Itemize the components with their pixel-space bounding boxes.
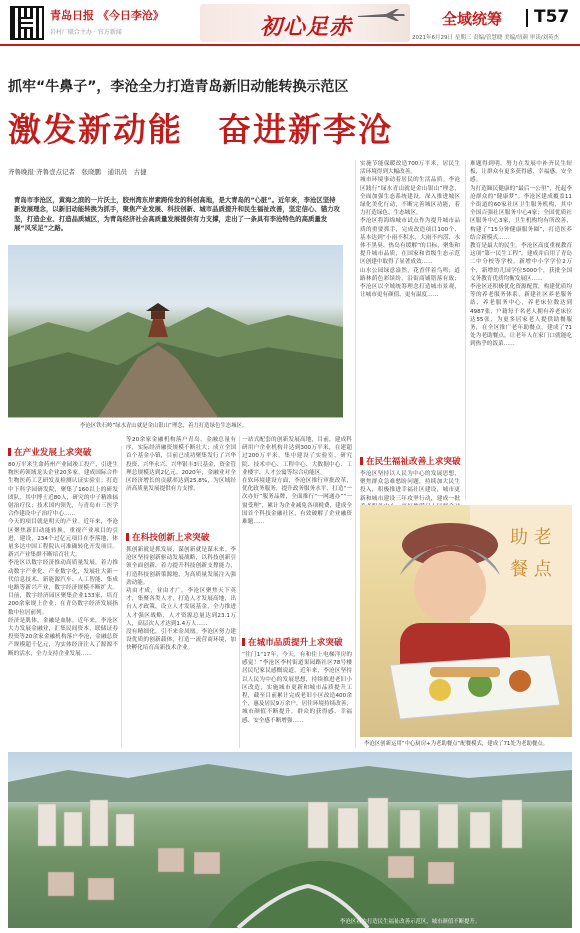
body-column-1 xyxy=(8,461,118,749)
elder-dining-photo xyxy=(360,505,572,737)
mountain-photo-caption: 李沧区铁石岭”绿水青山就是金山银山”理念，着力打造绿色生态城区。 xyxy=(80,423,248,429)
main-headline: 激发新动能 奋进新李沧 xyxy=(8,110,393,149)
body-column-3a xyxy=(242,436,352,632)
sign-text: 助 老 xyxy=(510,527,552,548)
mountain-ridge-illustration xyxy=(8,297,343,417)
section-heading-city: 在城市品质提升上求突破 xyxy=(242,636,343,648)
body-column-4b xyxy=(360,470,460,502)
mountain-pavilion-photo xyxy=(8,245,343,417)
city-aerial-photo xyxy=(8,752,572,928)
column-divider xyxy=(465,160,466,500)
kicker-headline: 抓牢“牛鼻子”，李沧全力打造青岛新旧动能转换示范区 xyxy=(8,79,349,95)
body-paragraph: 80万平米生命药州产业园竣工投产，引进生物医药领域龙头企业20多家，建成国际合作生物医药工艺研发及检测认证实验室；打造中下科学园研发院，聚集了160以上的研发团队，其中博士近80人，研究的中子精准辐射治疗仪；技术国内领先，与青岛市三医学合作建设中子治疗中心…… xyxy=(8,462,118,518)
banner-title: 初心足赤 xyxy=(260,14,353,40)
elder-photo-caption: 李沧区创新运用“中心厨房+为老助餐点”配餐模式，建成了71处为老助餐点。 xyxy=(364,741,549,747)
city-photo-caption: 李沧区着力打造民生福祉改善示范区，城市颜值不断提升。 xyxy=(340,919,481,925)
body-paragraph: 等20余家金融机构落户青岛，金融总量有序，实际经济融资规模不断壮大；成立全国首个基金小镇，目前已成功聚集发行了兴华投资、兴华永兴、兴华银丰3只基金，资金管理总规模达到2亿元。2020年，金融业对全区经济增长的贡献率达到25.8%，为区域经济高质量发展提供有力支撑。 xyxy=(126,437,236,493)
body-column-3b xyxy=(242,651,352,749)
body-paragraph: 实施节能保暖改造700万平米，居民生活环境得到大幅改善。 城市环境事动着居民的生活品质。李沧区践行“绿水青山就是金山银山”理念，全面加强生态系统建设，深入推进城区绿化美化行动，不断完善城区功能，着力打造绿色、生态城区。 李沧区将海绵城市试点作为提升城市品质的重要抓手，完成改造项目100个、基本达到“小雨不积水、大雨不内涝、水体不黑臭、热岛有缓解”的目标，聚集和提升城市品质，在国家和省级生态示范区创建中取得了显著成效…… 山水公园绿意盎然，花香伴着鸟鸣；道路林荫色彩缤纷，沿街商铺错落有致；李沧区以全域统筹理念打造城市景观，让城市更有颜值、更有温度…… xyxy=(360,161,460,299)
issue-meta: 2021年6月29日 星期三 责编/管慧晓 美编/纽颜 审读/刘英杰 xyxy=(412,35,560,41)
column-divider xyxy=(239,436,240,748)
body-paragraph: 李沧区坚持以人民为中心的发展思想，聚焦群众急难愁盼问题，持续加大民生投入，积极推进幸福社区建设，城市更新和城市建设三年攻坚行动，建成一批 xyxy=(360,471,460,502)
qr-code-icon xyxy=(10,6,44,40)
body-paragraph: 难题得到明，努力在发展中补齐民生短板，让群众有更多获得感、幸福感、安全感。 为打造颐民健康的“最后一公里”，托起李沧群众的“健康梦”。李沧区建成覆盖11个街道的60家社区卫生服务机构，其中全国百强社区服务中心4家；全国优质社区服务中心3家，卫生机构均有所改善，构建了“15分钟健康服务圈”，打造医养结合新模式…… 教育是最大的民生。李沧区高度重视教育这项“第一民生工程”，建成并启用了青岛二中分校等学校，新增中小学学位2万个，新增幼儿园学位5000个，获批全国义务教育优质均衡发展区…… 李沧区还积极优化资源配置，构建优质均等的养老服务体系，新建社区养老服务站、养老服务中心，养老床位数达到4987张，户籍每千名老人拥有养老床位达55张，为更多居家老人提供助餐服务，在全区推广老年助餐点，建成了71处为老助餐点，让老年人在家门口就能吃到热乎的饭菜…… xyxy=(470,161,572,348)
section-heading-innovation: 在科技创新上求突破 xyxy=(126,531,209,543)
body-paragraph: “往门1”17年，今天，有和住上电梯洋房的感觉！”李沧区李村街道果园路社区78号楼居民纪家民感慨说道。近年来，李沧区坚持以人民为中心的发展思想，持续推进老旧小区改造，实施城市更新和城市品质提升工程，截至目前累计完成老旧小区改造400余个，惠及居民9万余户，居住环境持续改善，城市颜值不断提升，群众的获得感、幸福感、安全感不断增强…… xyxy=(242,652,352,724)
body-column-2a xyxy=(126,436,236,528)
column-divider xyxy=(355,160,356,748)
column-divider xyxy=(121,446,122,748)
newspaper-brand: 青岛日报 《今日李沧》 xyxy=(50,9,164,22)
body-column-5 xyxy=(470,160,572,500)
body-column-4 xyxy=(360,160,460,450)
page-separator xyxy=(526,9,528,27)
section-name: 全域统筹 xyxy=(442,10,503,28)
byline: 齐鲁晚报·齐鲁壹点记者 张晓鹏 通讯员 古捷 xyxy=(8,168,147,176)
sign-text: 餐 点 xyxy=(510,559,552,580)
body-paragraph: 一站式配套的创新发展高地，目前，建成科研用户企业机构并达到300万平米，在建超过200万平米。集中建设了实验室、研究院、技术中心、工程中心、大数据中心、工业楼宇、人才公寓等综合功能区。 在软环境建设方面，李沧区推行审批改革，优化政务服务，提升政务服务水平，打造“一次办好”服务品牌，全面推行“一网通办”“一窗受理”，累计为企业减免各项税费，建成全国首个科技金融社区，有效破解了企业融资难题…… xyxy=(242,437,352,526)
header-rule xyxy=(0,44,580,46)
masthead xyxy=(0,0,580,44)
section-heading-industry: 在产业发展上求突破 xyxy=(8,446,91,458)
section-heading-livelihood: 在民生福祉改善上求突破 xyxy=(360,455,461,467)
newspaper-brand-sub: 岩村厂联合主办 · 官方新闻 xyxy=(50,29,122,36)
lead-paragraph: 青岛市李沧区，黄海之滨的一片沃土，胶州湾东岸素跨传发的科创高地，是大青岛的“心脏”。近年来，李沧区坚持新发展理念，以新旧动能转换为抓手，聚焦产业发展、科技创新、城市品质提升和民生福祉改善，坚定信心、锚力攻坚，打造企业、打造品质城区，为青岛经济社会高质量发展提供有力支撑，走出了一条具有李沧特色的高质量发展“风采足”之路。 xyxy=(14,196,340,233)
body-paragraph: 今天的项目就是明天的产业。近年来，李沧区聚焦新旧动能转换，重视产业项目的引进，建设，234个过亿元项目在李落地，体量多达中国工程院认可准确转化开发项目。新兴产业集群不断培育壮大。 李沧区以数字经济推动高质量发展，着力推动数字产业化、产业数字化，发展壮大新一代信息技术、新能源汽车、人工智能、集成电路等新兴产业，数字经济规模不断扩大。目前，数字经济园区聚集企业133家，培育200余家规上企业；在青岛数字经济发展指数中位居前列。 经济是肌体，金融是血脉。近年来，李沧区大力发展金融业，汇集民间资本，联储证券投资等20余家金融机构落户李沧，金融总资产规模超千亿元，为实体经济注入了源源不断的活水，全力支持企业发展…… xyxy=(8,519,118,657)
body-column-2b xyxy=(126,546,236,749)
city-aerial-illustration xyxy=(8,752,572,928)
page-number: T57 xyxy=(534,7,570,27)
airplane-icon xyxy=(356,8,406,22)
body-paragraph: 抓创新就是抓发展，谋创新就是谋未来。李沧区坚持创新驱动发展战略，以科技创新引领全面创新，着力提升科技创新支撑能力，打造科技创新策源地，为高质量发展注入强劲动能。 功由才成，业由才广。李沧区聚焦天下英才，集聚各类人才，打造人才发展高地，出台人才政策，设立人才发展基金，全力推进人才强区战略，人才资源总量达到23.1万人，高层次人才达到1.4万人…… 没有精细化，引不来金凤凰。李沧区努力建设优质的创新载体，打造一流营商环境，加快孵化培育高新技术企业。 xyxy=(126,547,236,652)
elder-dining-illustration xyxy=(360,505,572,737)
column-banner xyxy=(200,4,410,42)
